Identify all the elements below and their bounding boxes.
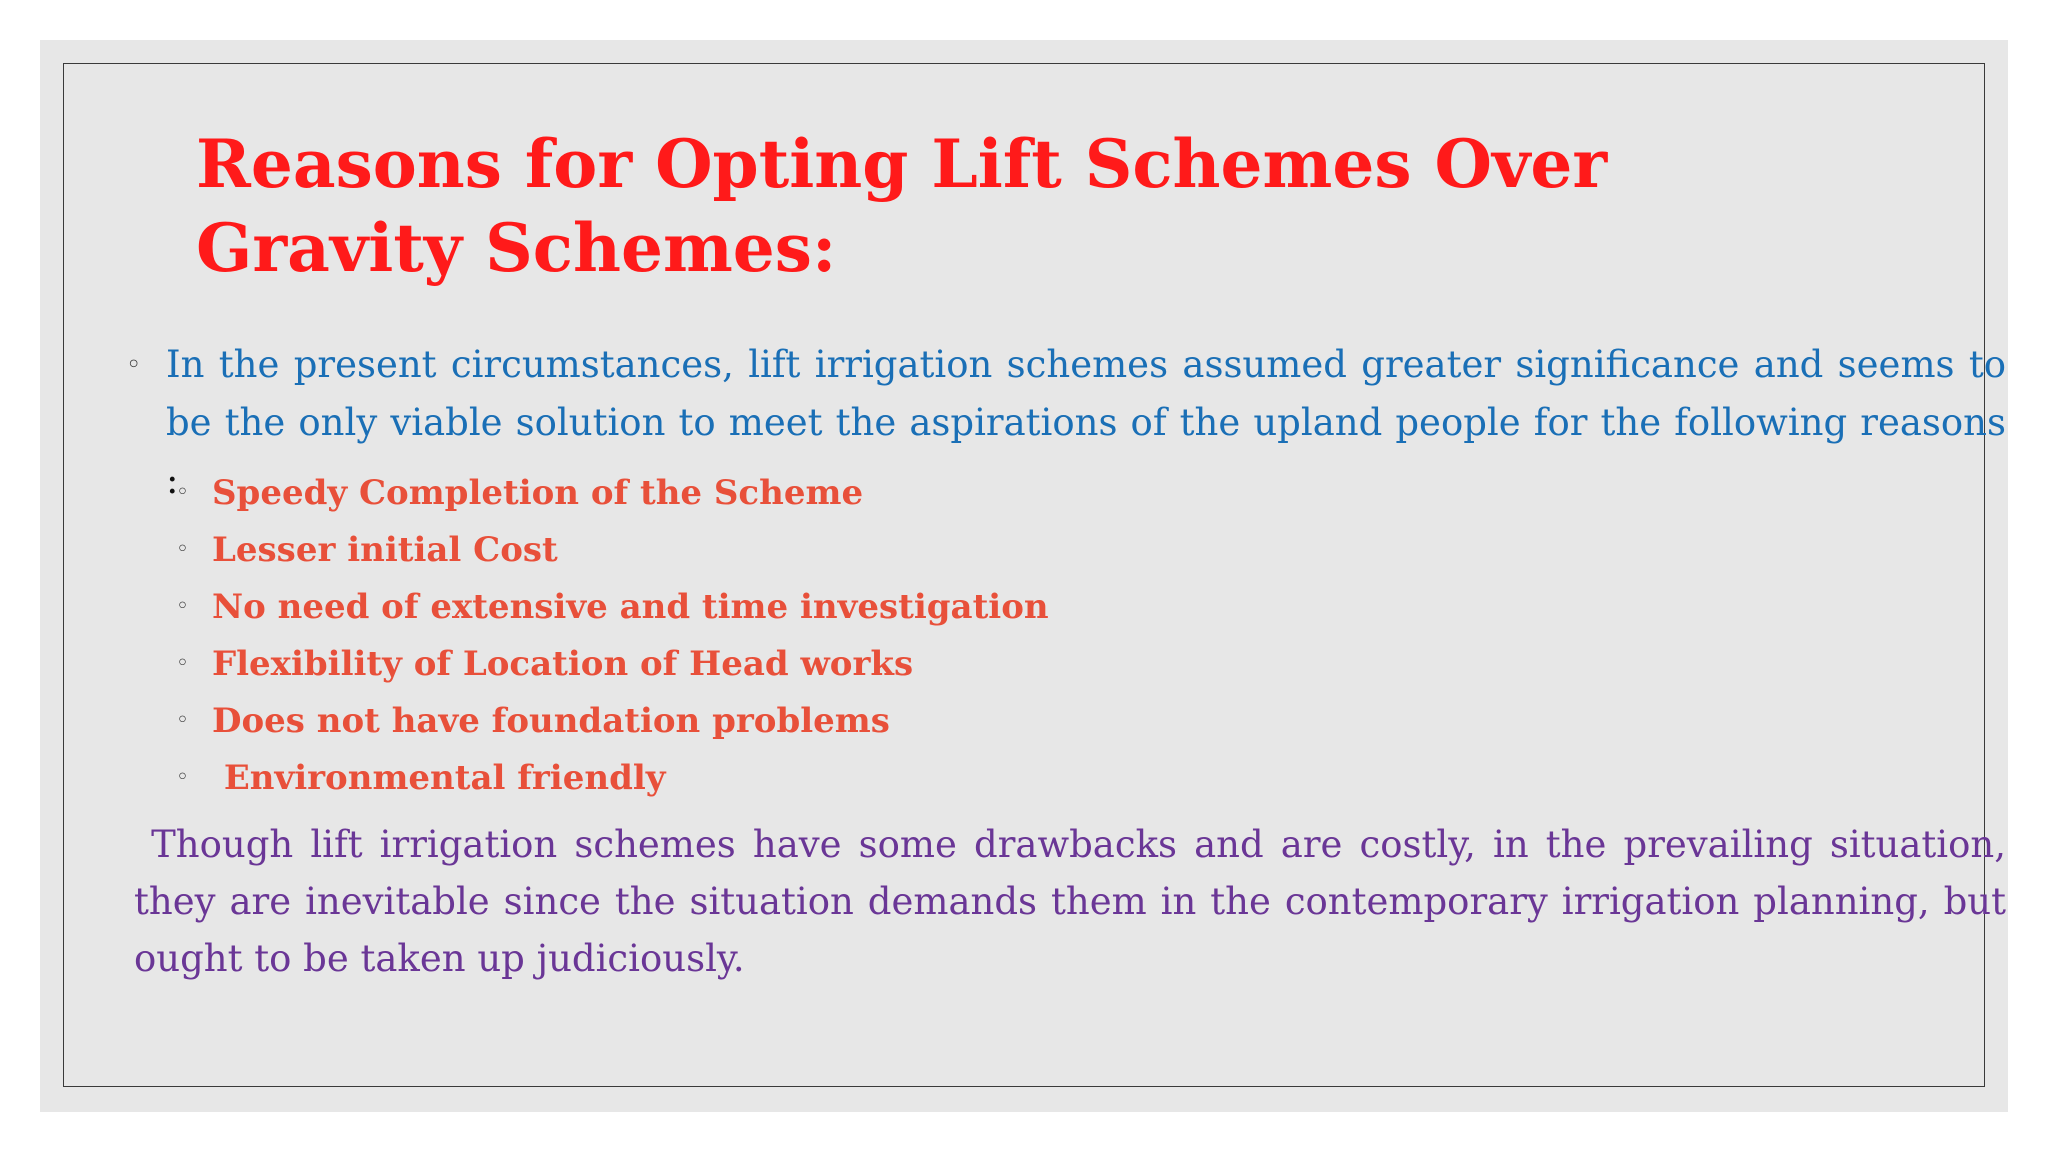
circle-bullet-icon: ◦ — [176, 765, 189, 790]
reason-text: Speedy Completion of the Scheme — [212, 472, 864, 513]
reason-text: Environmental friendly — [212, 757, 666, 798]
list-item — [176, 635, 1576, 692]
circle-bullet-icon: ◦ — [176, 537, 189, 562]
circle-bullet-icon: ◦ — [176, 480, 189, 505]
circle-bullet-icon: ◦ — [176, 651, 189, 676]
circle-bullet-icon: ◦ — [176, 708, 189, 733]
reason-text: Lesser initial Cost — [212, 529, 558, 570]
intro-text: In the present circumstances, lift irrigation schemes assumed greater significance and seems to be the only viable solution to meet the aspirations of the upland people for the following reasons — [166, 343, 2006, 444]
list-item — [176, 578, 1576, 635]
circle-bullet-icon: ◦ — [126, 350, 142, 380]
slide — [40, 40, 2018, 1112]
list-item — [176, 521, 1576, 578]
list-item — [176, 749, 1576, 806]
reason-text: Flexibility of Location of Head works — [212, 643, 914, 684]
intro-colon: : — [166, 459, 179, 502]
slide-title: Reasons for Opting Lift Schemes Over Gravity Schemes: — [196, 125, 1608, 287]
list-item — [176, 692, 1576, 749]
circle-bullet-icon: ◦ — [176, 594, 189, 619]
reason-text: Does not have foundation problems — [212, 700, 890, 741]
reasons-list — [176, 464, 1576, 806]
reason-text: No need of extensive and time investigation — [212, 586, 1049, 627]
closing-paragraph: Though lift irrigation schemes have some drawbacks and are costly, in the prevailing situation, they are inevitable since the situation demands them in the contemporary irrigation planning, but ought to be taken up judiciously. — [134, 823, 2018, 980]
list-item — [176, 464, 1576, 521]
